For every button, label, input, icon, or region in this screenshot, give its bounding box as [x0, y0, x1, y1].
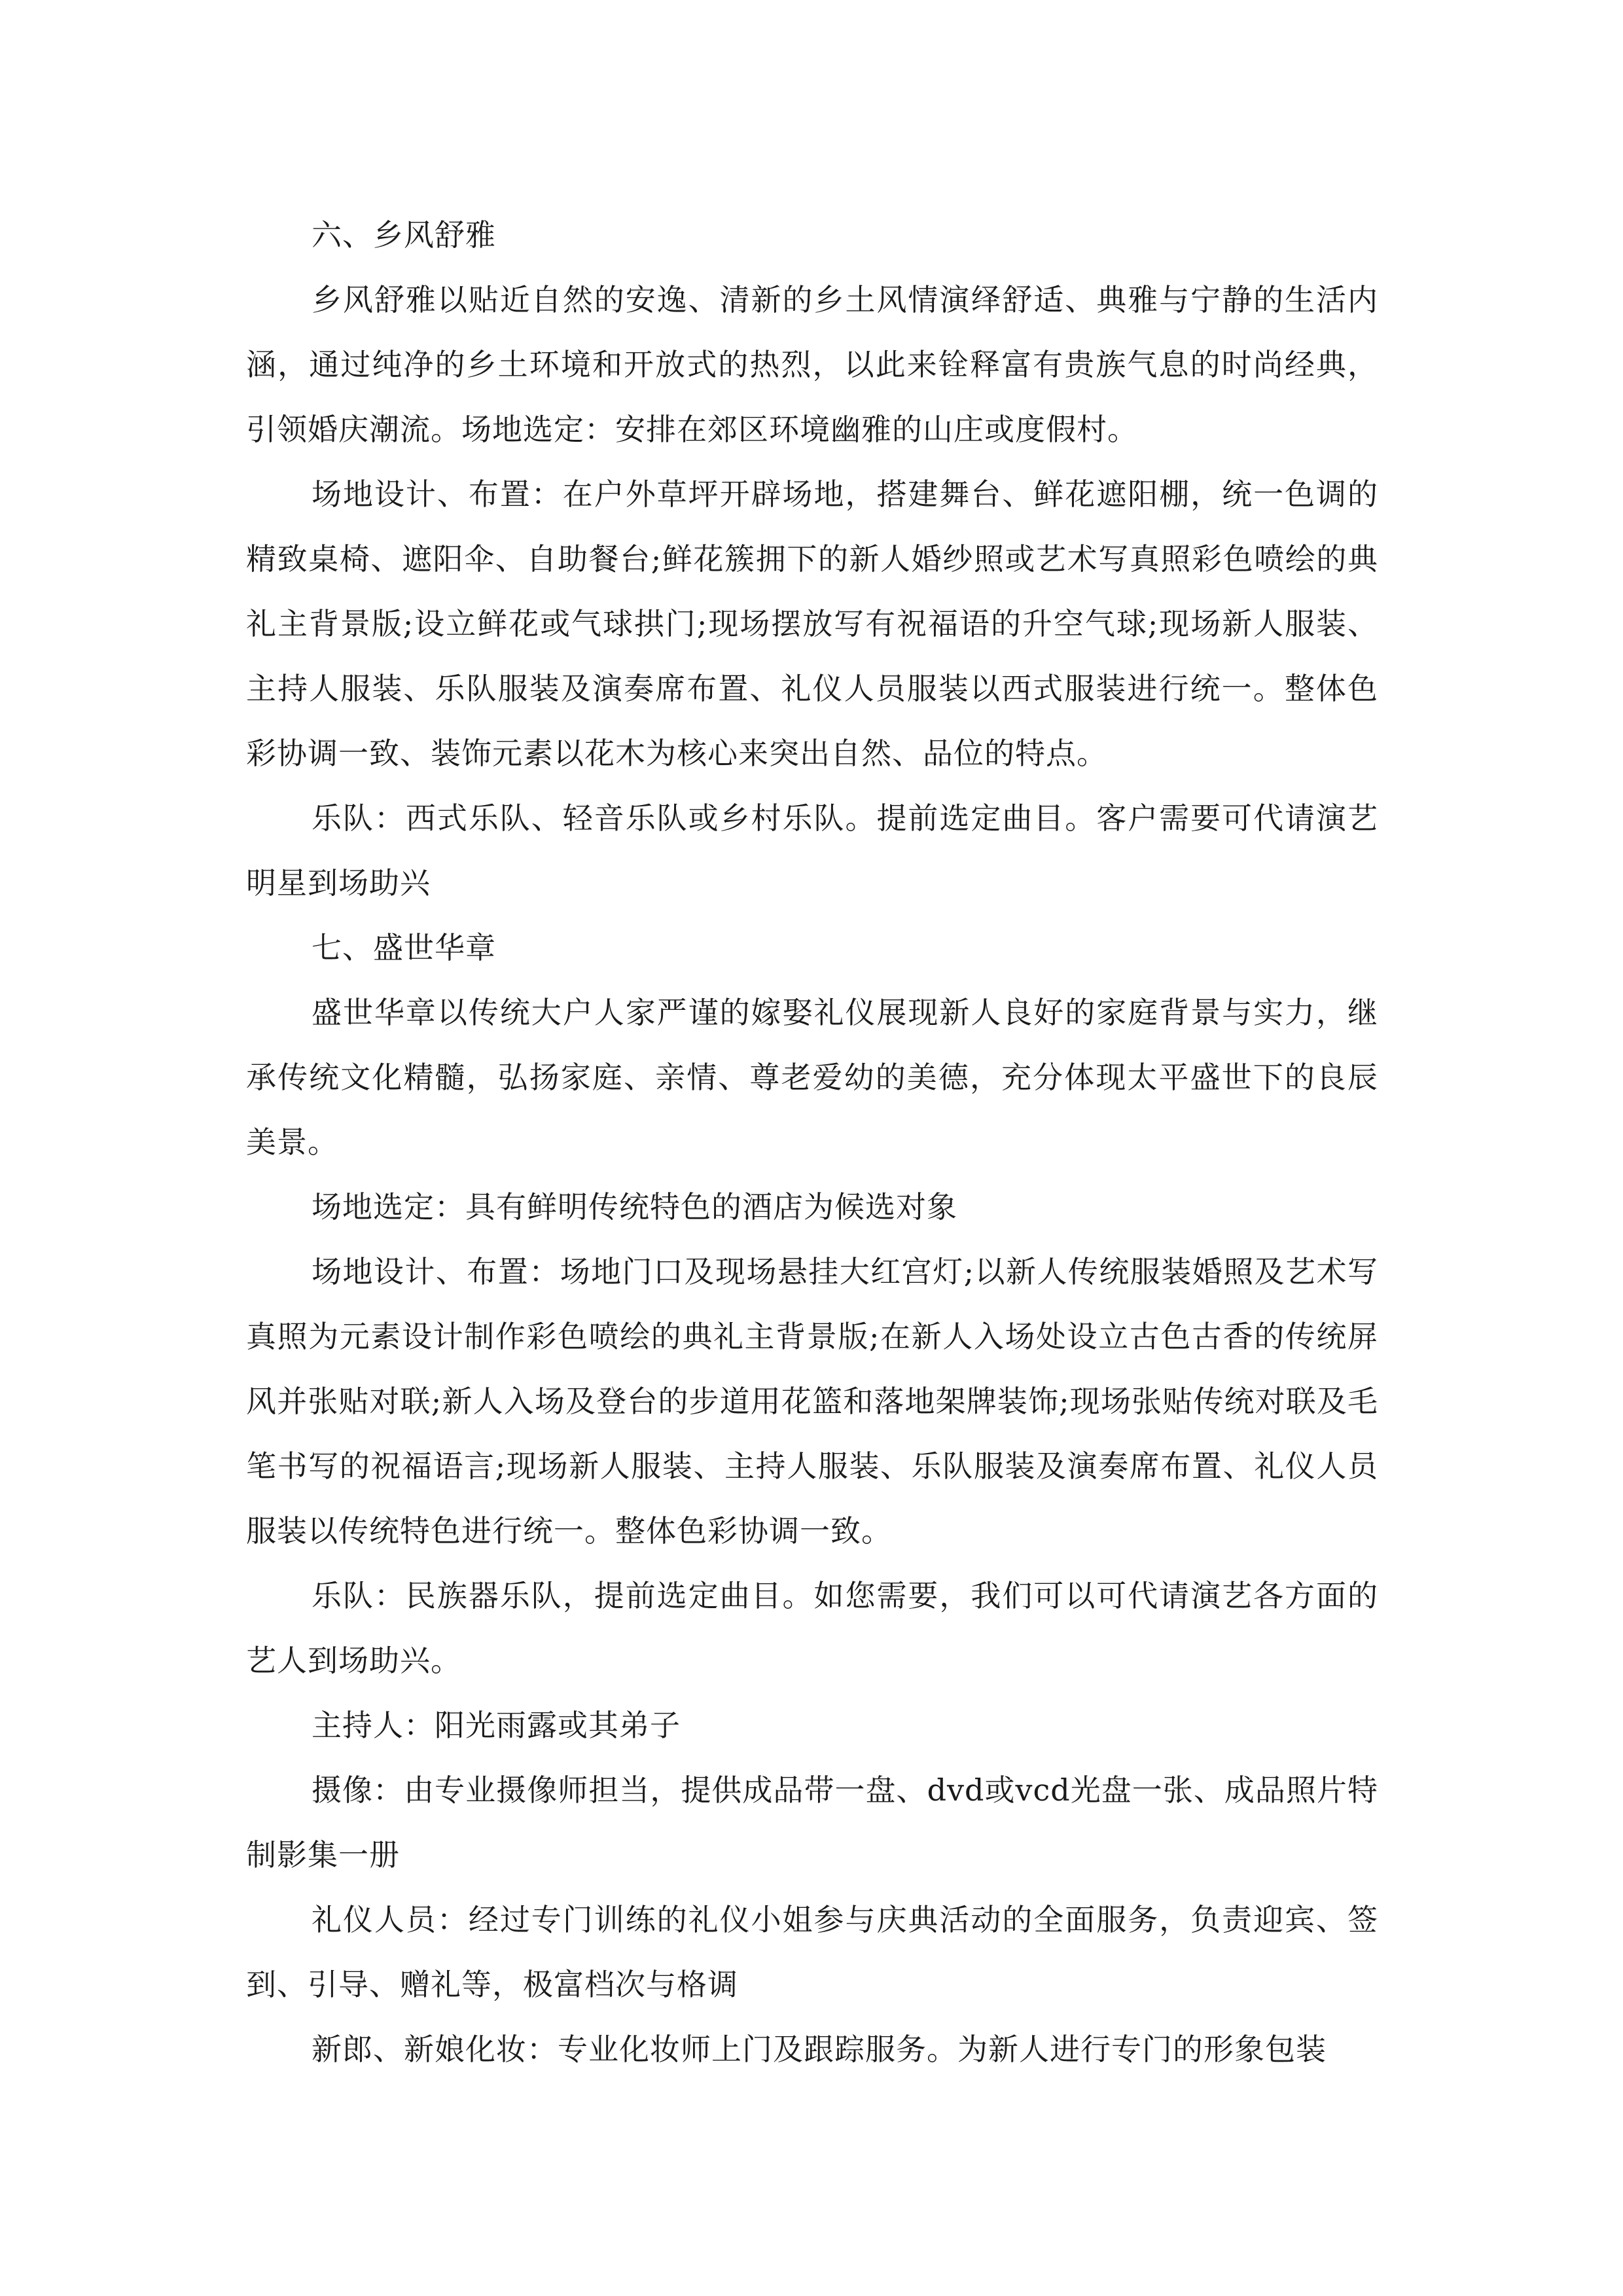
section-7-venue-select: 场地选定：具有鲜明传统特色的酒店为候选对象: [312, 1189, 957, 1225]
section-7-venue-design: 场地设计、布置：场地门口及现场悬挂大红宫灯;以新人传统服装婚照及艺术写真照为元素设计制作彩色喷绘的典礼主背景版;在新人入场处设立古色古香的传统屏风并张贴对联;新人入场及登台的步道用花篮和落地架牌装饰;现场张贴传统对联及毛笔书写的祝福语言;现场新人服装、主持人服装、乐队服装及演奏席布置、礼仪人员服装以传统特色进行统一。整体色彩协调一致。: [246, 1254, 1378, 1549]
section-7-intro: 盛世华章以传统大户人家严谨的嫁娶礼仪展现新人良好的家庭背景与实力，继承传统文化精髓，弘扬家庭、亲情、尊老爱幼的美德，充分体现太平盛世下的良辰美景。: [246, 995, 1378, 1160]
section-7-heading: 七、盛世华章: [312, 930, 496, 965]
section-6-band: 乐队：西式乐队、轻音乐队或乡村乐队。提前选定曲目。客户需要可代请演艺明星到场助兴: [246, 800, 1378, 901]
section-7-makeup: 新郎、新娘化妆：专业化妆师上门及跟踪服务。为新人进行专门的形象包装: [312, 2032, 1327, 2067]
section-6-venue-design: 场地设计、布置：在户外草坪开辟场地，搭建舞台、鲜花遮阳棚，统一色调的精致桌椅、遮阳伞、自助餐台;鲜花簇拥下的新人婚纱照或艺术写真照彩色喷绘的典礼主背景版;设立鲜花或气球拱门;现场摆放写有祝福语的升空气球;现场新人服装、主持人服装、乐队服装及演奏席布置、礼仪人员服装以西式服装进行统一。整体色彩协调一致、装饰元素以花木为核心来突出自然、品位的特点。: [246, 476, 1378, 771]
section-6-heading: 六、乡风舒雅: [312, 217, 496, 253]
document-page: [246, 203, 1378, 2082]
section-7-etiquette: 礼仪人员：经过专门训练的礼仪小姐参与庆典活动的全面服务，负责迎宾、签到、引导、赠礼等，极富档次与格调: [246, 1902, 1378, 2002]
section-6-intro: 乡风舒雅以贴近自然的安逸、清新的乡土风情演绎舒适、典雅与宁静的生活内涵，通过纯净的乡土环境和开放式的热烈，以此来铨释富有贵族气息的时尚经典，引领婚庆潮流。场地选定：安排在郊区环境幽雅的山庄或度假村。: [246, 282, 1378, 447]
section-7-band: 乐队：民族器乐队，提前选定曲目。如您需要，我们可以可代请演艺各方面的艺人到场助兴。: [246, 1578, 1378, 1678]
section-7-video: 摄像：由专业摄像师担当，提供成品带一盘、dvd或vcd光盘一张、成品照片特制影集一册: [246, 1772, 1378, 1873]
section-7-host: 主持人：阳光雨露或其弟子: [312, 1708, 681, 1743]
